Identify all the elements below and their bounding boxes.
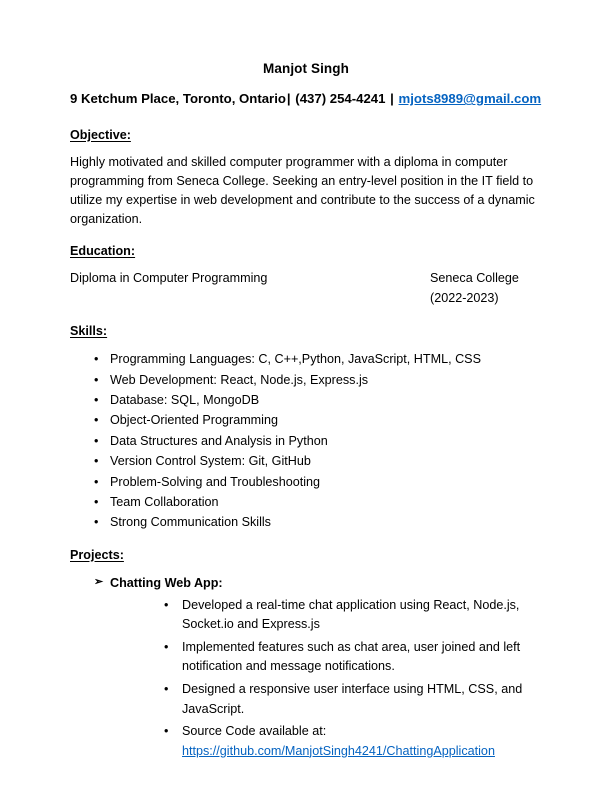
bullet-icon: • [164, 681, 169, 696]
contact-line [70, 90, 542, 108]
skills-list [70, 349, 542, 533]
skill-item [70, 512, 542, 532]
skill-item [70, 349, 542, 369]
bullet-icon: • [94, 372, 99, 387]
project-title-label: Chatting Web App: [110, 575, 223, 590]
projects-list [70, 573, 542, 761]
skill-item-label: Data Structures and Analysis in Python [110, 433, 328, 448]
project-detail-label: Designed a responsive user interface using HTML, CSS, and JavaScript. [182, 681, 523, 716]
skill-item-label: Team Collaboration [110, 495, 219, 509]
skill-item-label: Version Control System: Git, GitHub [110, 454, 311, 469]
education-section [70, 244, 542, 309]
education-heading: Education: [70, 244, 136, 259]
project-detail-label: Implemented features such as chat area, user joined and left notification and message notifications. [182, 639, 521, 674]
project-detail-label: Developed a real-time chat application using React, Node.js, Socket.io and Express.js [182, 597, 520, 632]
skills-heading: Skills: [70, 324, 108, 339]
contact-phone: (437) 254-4241 [295, 91, 386, 107]
skill-item [70, 390, 542, 410]
skill-item [70, 431, 542, 451]
projects-heading: Projects: [70, 547, 124, 562]
skill-item [70, 492, 542, 512]
skill-item-label: Programming Languages: C, C++,Python, JavaScript, HTML, CSS [110, 352, 481, 367]
contact-address: 9 Ketchum Place, Toronto, Ontario [70, 91, 286, 107]
education-degree: Diploma in Computer Programming [70, 271, 268, 286]
project-detail-item [94, 680, 542, 719]
objective-heading: Objective: [70, 127, 131, 142]
education-dates: (2022-2023) [430, 291, 499, 306]
skill-item-label: Problem-Solving and Troubleshooting [110, 474, 321, 489]
contact-email-link[interactable]: mjots8989@gmail.com [398, 91, 542, 107]
skill-item [70, 410, 542, 430]
education-row [70, 269, 542, 289]
bullet-icon: • [94, 393, 99, 408]
contact-separator-1: | [286, 91, 291, 107]
objective-section [70, 128, 542, 230]
project-entry [70, 573, 542, 761]
project-title [94, 573, 542, 593]
bullet-icon: • [94, 515, 99, 530]
bullet-icon: • [94, 474, 99, 489]
project-source-item [94, 722, 542, 761]
arrow-bullet-icon: ➢ [94, 575, 104, 588]
skill-item [70, 472, 542, 492]
page-title: Manjot Singh [263, 61, 349, 76]
projects-section [70, 548, 542, 761]
project-detail-list [94, 596, 542, 761]
skill-item [70, 451, 542, 471]
education-dates-row [70, 289, 542, 309]
objective-text: Highly motivated and skilled computer programmer with a diploma in computer programming from Seneca College. Seeking an entry-level position in the IT field to utilize my expertise in web development and contribute to the success of a dynamic organization. [70, 154, 535, 227]
bullet-icon: • [94, 433, 99, 448]
bullet-icon: • [164, 597, 169, 612]
project-source-label: Source Code available at: [182, 724, 327, 739]
skill-item-label: Database: SQL, MongoDB [110, 393, 260, 408]
education-institution: Seneca College [430, 271, 519, 286]
skill-item-label: Web Development: React, Node.js, Express.js [110, 372, 369, 387]
bullet-icon: • [164, 724, 169, 739]
skills-section [70, 324, 542, 533]
project-source-url-link[interactable]: https://github.com/ManjotSingh4241/ChattingApplication [182, 743, 495, 758]
project-detail-item [94, 596, 542, 635]
skill-item-label: Object-Oriented Programming [110, 413, 278, 428]
project-detail-item [94, 638, 542, 677]
bullet-icon: • [94, 495, 99, 509]
bullet-icon: • [94, 352, 99, 367]
contact-separator-2: | [390, 91, 394, 107]
skill-item [70, 370, 542, 390]
bullet-icon: • [94, 454, 99, 469]
bullet-icon: • [164, 639, 169, 654]
skill-item-label: Strong Communication Skills [110, 515, 271, 530]
bullet-icon: • [94, 413, 99, 428]
